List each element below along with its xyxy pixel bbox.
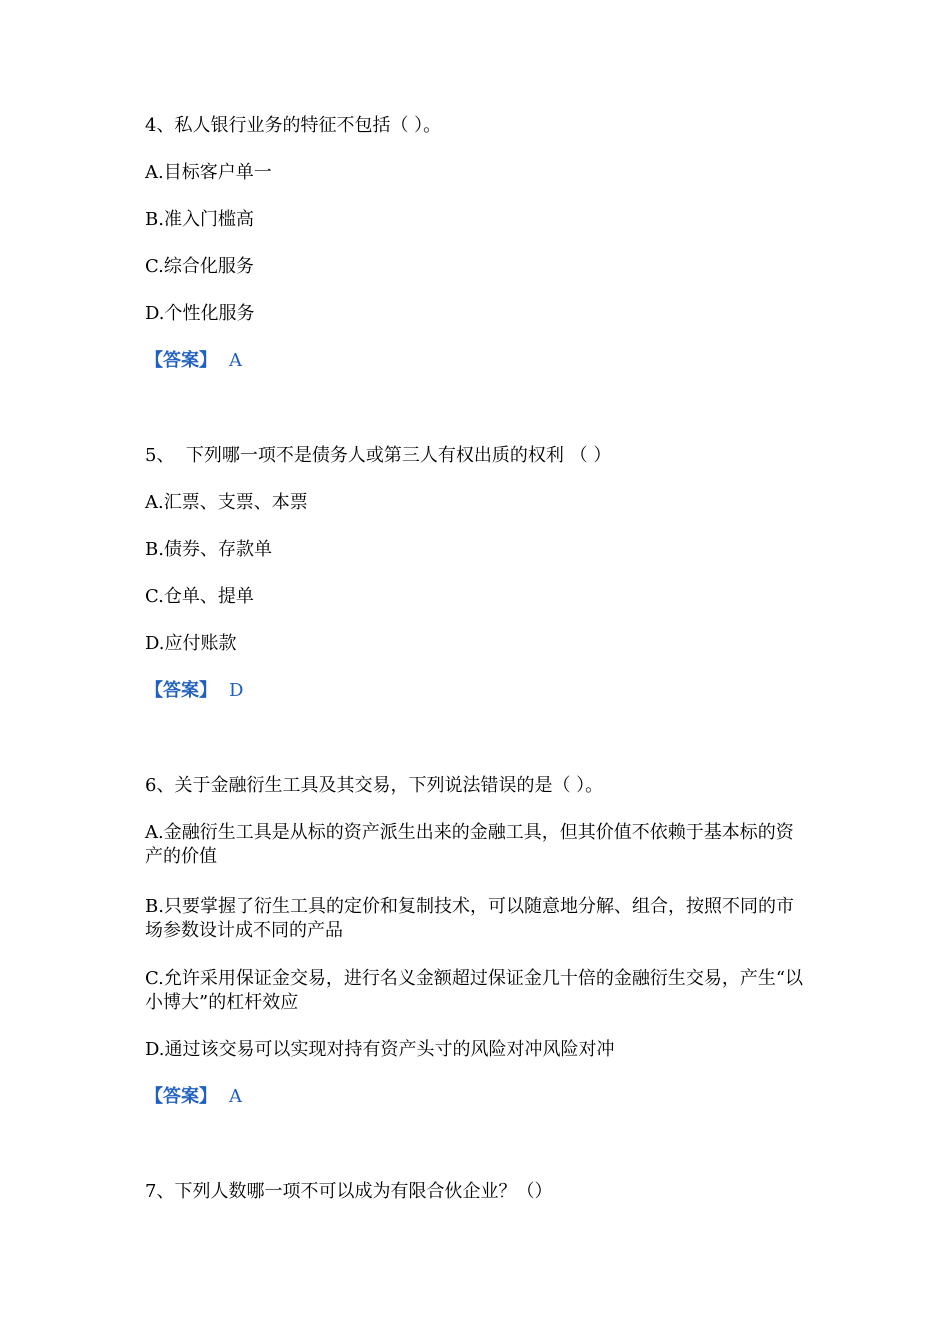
question-6-stem: 6、关于金融衍生工具及其交易，下列说法错误的是（ ）。 xyxy=(145,775,604,796)
question-4-stem: 4、私人银行业务的特征不包括（ ）。 xyxy=(145,115,442,136)
question-5-option-b: B.债券、存款单 xyxy=(145,539,272,560)
answer-label: 【答案】 xyxy=(145,350,217,371)
answer-value: D xyxy=(229,680,244,701)
question-4-option-c: C.综合化服务 xyxy=(145,256,254,277)
question-4-option-b: B.准入门槛高 xyxy=(145,209,254,230)
question-5-option-a: A.汇票、支票、本票 xyxy=(145,492,308,513)
question-4-option-a: A.目标客户单一 xyxy=(145,162,272,183)
answer-value: A xyxy=(229,1086,242,1107)
question-6-answer xyxy=(145,1085,805,1109)
question-5-option-c: C.仓单、提单 xyxy=(145,586,254,607)
answer-label: 【答案】 xyxy=(145,680,217,701)
question-7-stem: 7、下列人数哪一项不可以成为有限合伙企业？（） xyxy=(145,1181,553,1202)
question-6-option-b: B.只要掌握了衍生工具的定价和复制技术，可以随意地分解、组合，按照不同的市场参数设计成不同的产品 xyxy=(145,896,794,941)
answer-label: 【答案】 xyxy=(145,1086,217,1107)
question-5-option-d: D.应付账款 xyxy=(145,633,237,654)
question-5-stem: 5、 下列哪一项不是债务人或第三人有权出质的权利 （ ） xyxy=(145,445,612,466)
question-6-option-c: C.允许采用保证金交易，进行名义金额超过保证金几十倍的金融衍生交易，产生“以小博大”的杠杆效应 xyxy=(145,968,804,1013)
question-4-answer xyxy=(145,349,805,373)
question-5-answer xyxy=(145,679,805,703)
question-6-option-a: A.金融衍生工具是从标的资产派生出来的金融工具，但其价值不依赖于基本标的资产的价值 xyxy=(145,822,794,867)
question-6-option-d: D.通过该交易可以实现对持有资产头寸的风险对冲风险对冲 xyxy=(145,1039,615,1060)
question-4-option-d: D.个性化服务 xyxy=(145,303,255,324)
answer-value: A xyxy=(229,350,242,371)
